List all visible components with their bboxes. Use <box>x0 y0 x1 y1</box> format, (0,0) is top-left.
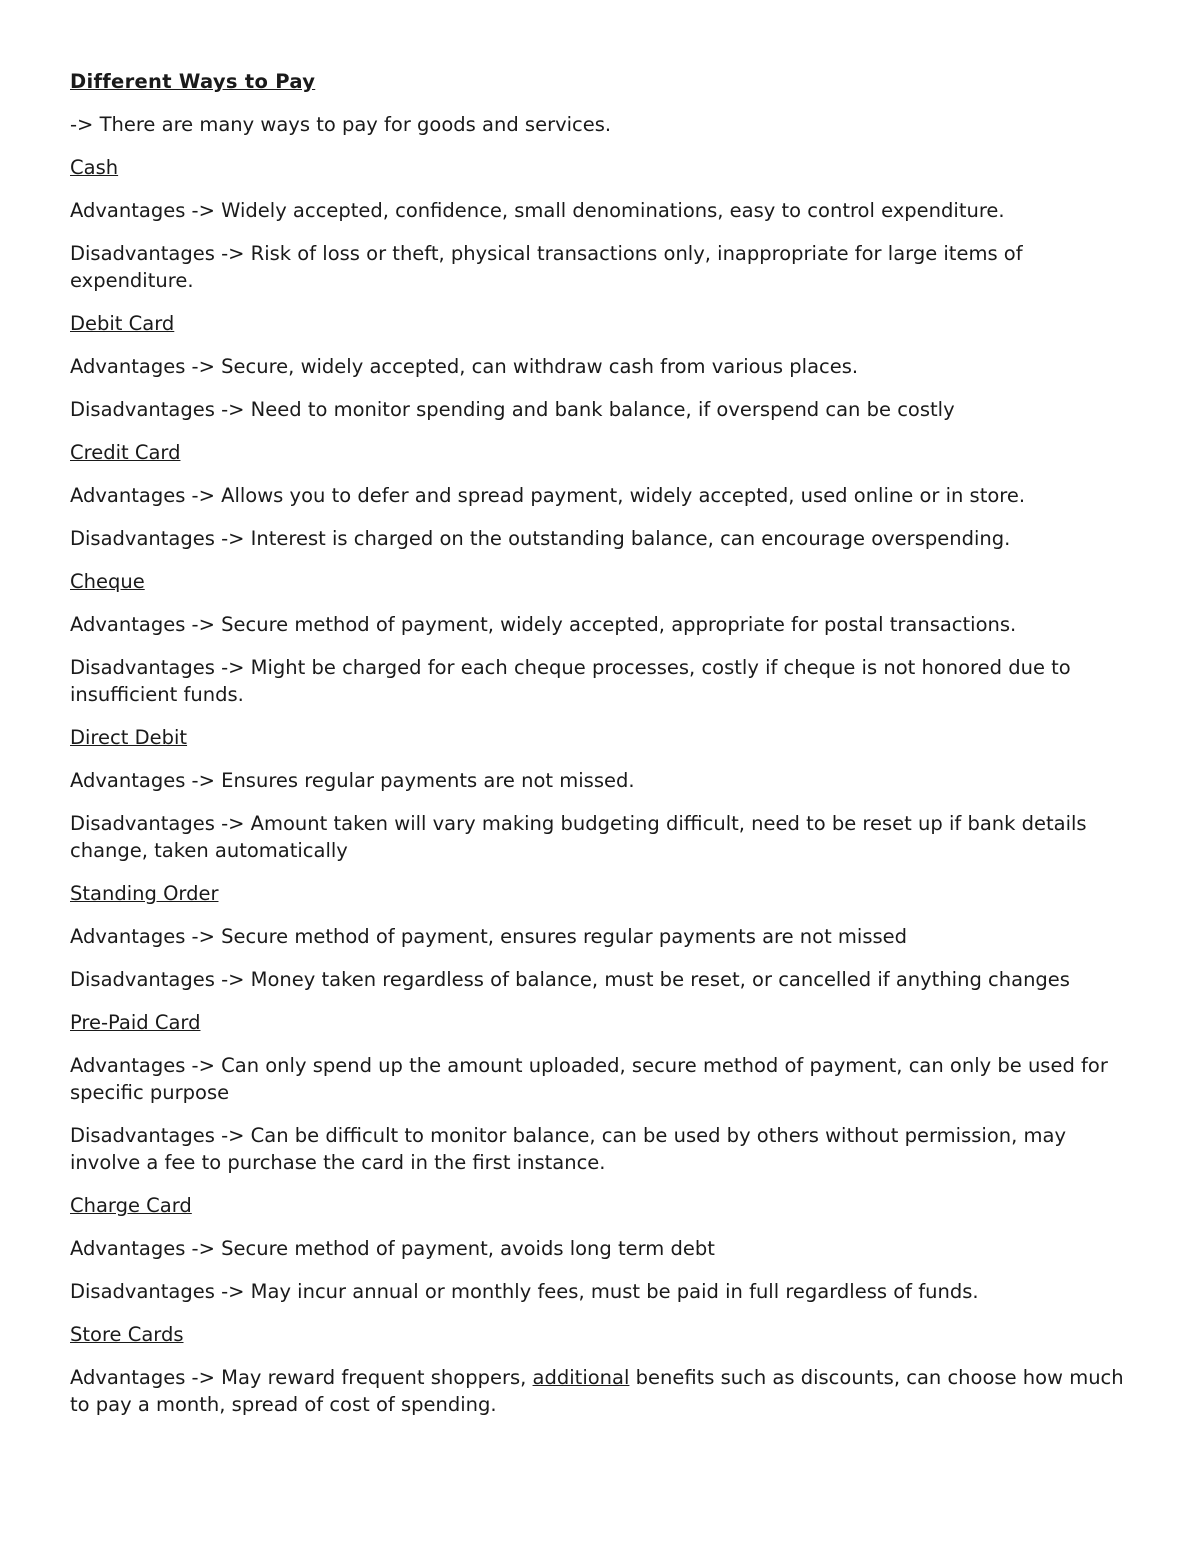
direct-debit-advantages: Advantages -> Ensures regular payments are not missed. <box>70 769 635 792</box>
document-page <box>70 68 1140 1434</box>
standing-order-disadvantages: Disadvantages -> Money taken regardless of balance, must be reset, or cancelled if anything changes <box>70 968 1070 991</box>
credit-card-disadvantages: Disadvantages -> Interest is charged on the outstanding balance, can encourage overspending. <box>70 527 1011 550</box>
section-heading-cheque: Cheque <box>70 570 145 593</box>
section-heading-debit-card: Debit Card <box>70 312 175 335</box>
store-cards-advantages-underlined-word: additional <box>532 1366 630 1389</box>
debit-card-advantages: Advantages -> Secure, widely accepted, can withdraw cash from various places. <box>70 355 859 378</box>
charge-card-disadvantages: Disadvantages -> May incur annual or monthly fees, must be paid in full regardless of funds. <box>70 1280 979 1303</box>
store-cards-advantages-start: Advantages -> May reward frequent shoppers, <box>70 1366 533 1389</box>
section-heading-direct-debit: Direct Debit <box>70 726 188 749</box>
cheque-advantages: Advantages -> Secure method of payment, widely accepted, appropriate for postal transactions. <box>70 613 1017 636</box>
standing-order-advantages: Advantages -> Secure method of payment, ensures regular payments are not missed <box>70 925 908 948</box>
intro-text: -> There are many ways to pay for goods and services. <box>70 113 612 136</box>
cash-advantages: Advantages -> Widely accepted, confidence, small denominations, easy to control expenditure. <box>70 199 1005 222</box>
debit-card-disadvantages: Disadvantages -> Need to monitor spending and bank balance, if overspend can be costly <box>70 398 955 421</box>
credit-card-advantages: Advantages -> Allows you to defer and spread payment, widely accepted, used online or in store. <box>70 484 1026 507</box>
section-heading-standing-order: Standing Order <box>70 882 219 905</box>
cheque-disadvantages: Disadvantages -> Might be charged for each cheque processes, costly if cheque is not honored due to insufficient funds. <box>70 656 1071 706</box>
direct-debit-disadvantages: Disadvantages -> Amount taken will vary making budgeting difficult, need to be reset up if bank details change, taken automatically <box>70 812 1087 862</box>
pre-paid-card-advantages: Advantages -> Can only spend up the amount uploaded, secure method of payment, can only be used for specific purpose <box>70 1054 1108 1104</box>
section-heading-pre-paid-card: Pre-Paid Card <box>70 1011 201 1034</box>
store-cards-advantages-end: benefits such as discounts, can choose how much to pay a month, spread of cost of spending. <box>70 1366 1124 1416</box>
document-title: Different Ways to Pay <box>70 70 316 93</box>
section-heading-store-cards: Store Cards <box>70 1323 184 1346</box>
charge-card-advantages: Advantages -> Secure method of payment, avoids long term debt <box>70 1237 715 1260</box>
section-heading-cash: Cash <box>70 156 119 179</box>
cash-disadvantages: Disadvantages -> Risk of loss or theft, physical transactions only, inappropriate for large items of expenditure. <box>70 242 1023 292</box>
pre-paid-card-disadvantages: Disadvantages -> Can be difficult to monitor balance, can be used by others without permission, may involve a fee to purchase the card in the first instance. <box>70 1124 1066 1174</box>
section-heading-charge-card: Charge Card <box>70 1194 192 1217</box>
section-heading-credit-card: Credit Card <box>70 441 181 464</box>
store-cards-advantages <box>70 1364 1140 1418</box>
